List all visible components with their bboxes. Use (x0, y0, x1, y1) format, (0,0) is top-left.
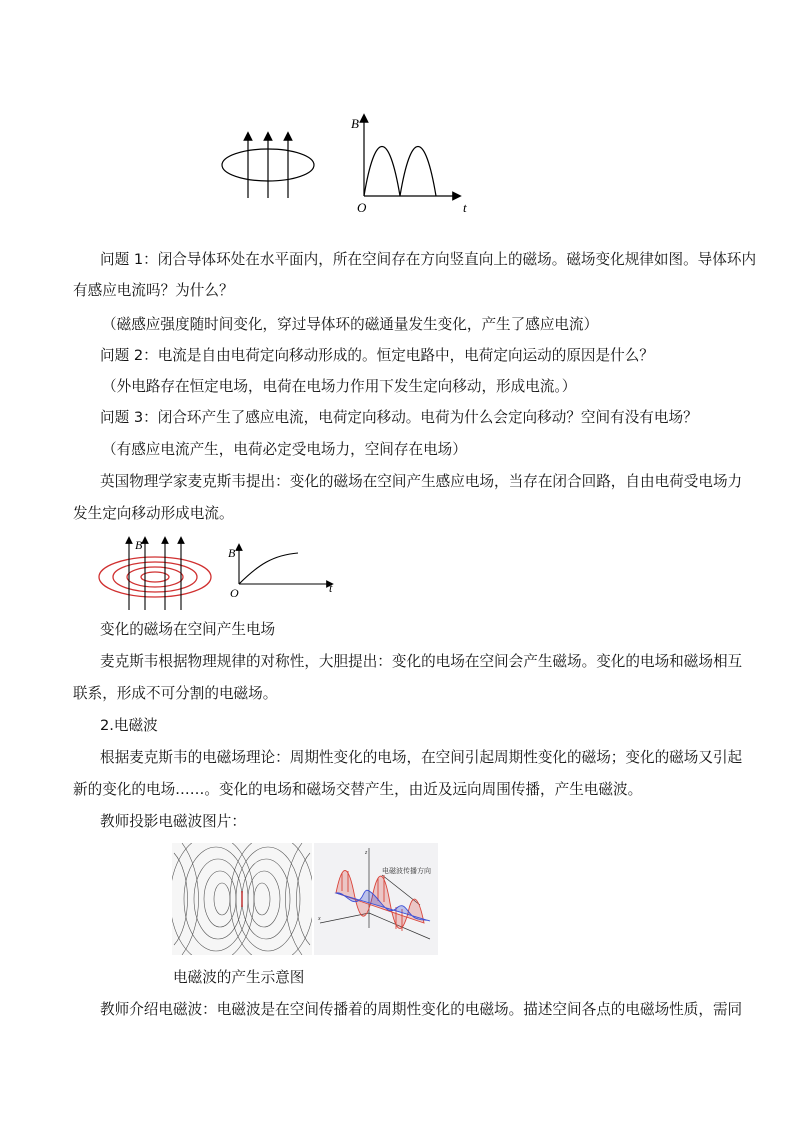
projection-line: 教师投影电磁波图片： (100, 813, 246, 830)
x-axis-label: x (318, 916, 321, 922)
theory-line-2: 新的变化的电场……。变化的电场和磁场交替产生，由近及远向周围传播，产生电磁波。 (73, 781, 643, 798)
z-axis-label: z (365, 850, 368, 856)
graph2-origin-label: O (230, 586, 239, 600)
graph1-t-label: t (463, 200, 467, 215)
em-wave-propagation-image (314, 843, 438, 955)
figure-2-caption: 变化的磁场在空间产生电场 (100, 621, 276, 638)
maxwell-line-2: 发生定向移动形成电流。 (73, 505, 234, 522)
graph2-t-label: t (329, 581, 333, 595)
figure-loop-field-graph (215, 110, 485, 220)
answer-1: （磁感应强度随时间变化，穿过导体环的磁通量发生变化，产生了感应电流） (102, 316, 599, 333)
maxwell-line-1: 英国物理学家麦克斯韦提出：变化的磁场在空间产生感应电场，当存在闭合回路，自由电荷受电场力 (100, 473, 743, 490)
concentric-field-rings (99, 557, 211, 597)
answer-3: （有感应电流产生，电荷必定受电场力，空间存在电场） (102, 441, 467, 458)
question-3: 问题 3：闭合环产生了感应电流，电荷定向移动。电荷为什么会定向移动？空间有没有电场？ (100, 409, 698, 426)
graph1-origin-label: O (357, 200, 367, 215)
symmetry-line-2: 联系，形成不可分割的电磁场。 (73, 685, 278, 702)
graph1-b-label: B (351, 116, 359, 131)
intro-em-wave-line: 教师介绍电磁波：电磁波是在空间传播着的周期性变化的电磁场。描述空间各点的电磁场性质，需同 (100, 1001, 743, 1018)
dipole-field-pattern-image (172, 843, 312, 955)
figure-induced-electric-field (93, 535, 353, 615)
symmetry-line-1: 麦克斯韦根据物理规律的对称性，大胆提出：变化的电场在空间会产生磁场。变化的电场和磁场相互 (100, 653, 743, 670)
b-t-graph-1 (364, 118, 457, 196)
theory-line-1: 根据麦克斯韦的电磁场理论：周期性变化的电场，在空间引起周期性变化的磁场；变化的磁场又引起 (100, 749, 743, 766)
field-b-label: B (135, 538, 143, 552)
graph2-b-label: B (228, 546, 236, 560)
question-1-line-2: 有感应电流吗？为什么？ (73, 282, 234, 299)
conducting-loop-diagram (222, 136, 314, 198)
question-1-line-1: 问题 1：闭合导体环处在水平面内，所在空间存在方向竖直向上的磁场。磁场变化规律如图。导体环内 (100, 251, 757, 268)
answer-2: （外电路存在恒定电场，电荷在电场力作用下发生定向移动，形成电流。） (102, 378, 577, 395)
b-t-graph-2 (239, 547, 330, 584)
propagation-direction-label: 电磁波传播方向 (382, 867, 431, 875)
figure-3-caption: 电磁波的产生示意图 (173, 969, 305, 986)
question-2: 问题 2：电流是自由电荷定向移动形成的。恒定电路中，电荷定向运动的原因是什么？ (100, 347, 654, 364)
section-heading: 2.电磁波 (100, 717, 158, 734)
